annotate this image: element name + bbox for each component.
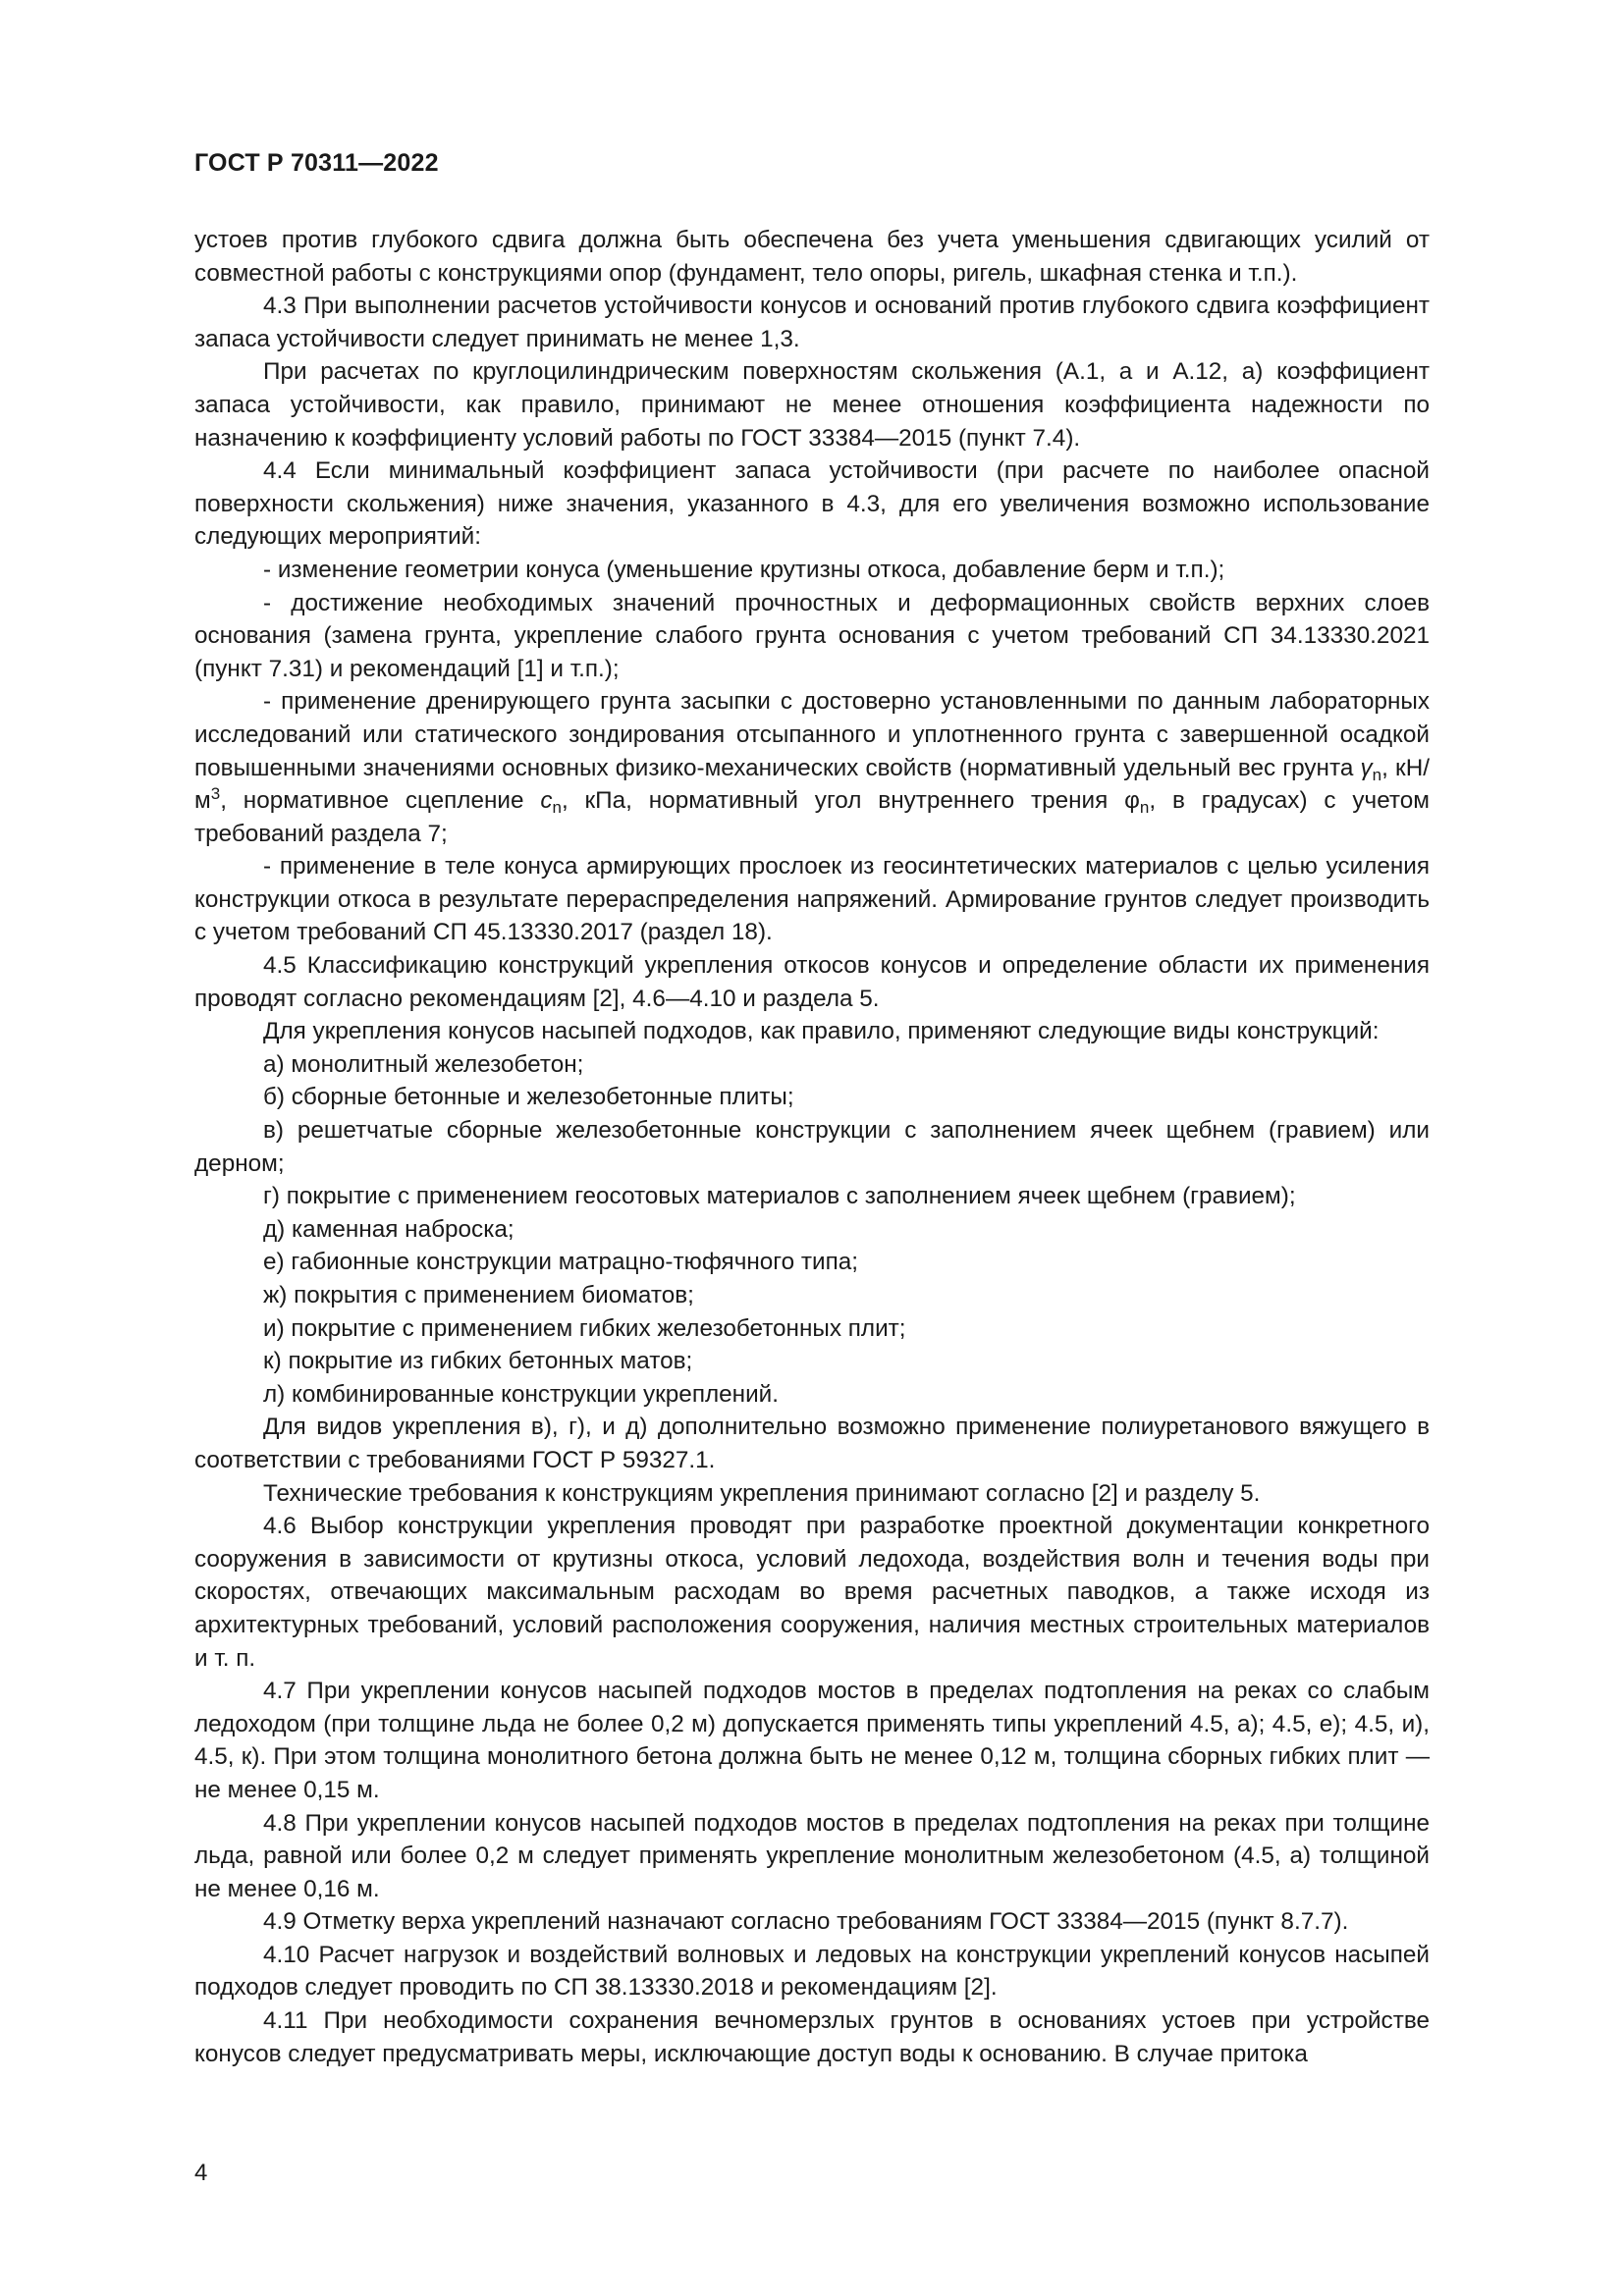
subscript: n bbox=[552, 798, 562, 818]
subscript: n bbox=[1372, 765, 1382, 784]
list-item: к) покрытие из гибких бетонных матов; bbox=[263, 1348, 693, 1375]
paragraph-4-7: 4.7 При укреплении конусов насыпей подходов мостов в пределах подтопления на реках со слабым ледоходом (при толщине льда не более 0,2 м) допускается применять типы укреплений 4.5, а); 4.5, е); 4.5, и), 4.5, к). При этом толщина монолитного бетона должна быть не менее 0,12 м, толщина сборных гибких плит — не менее 0,15 м. bbox=[194, 1678, 1430, 1803]
list-item: и) покрытие с применением гибких железобетонных плит; bbox=[263, 1314, 906, 1342]
list-item: д) каменная наброска; bbox=[263, 1215, 514, 1243]
document-header: ГОСТ Р 70311—2022 bbox=[194, 149, 439, 177]
paragraph-4-5: 4.5 Классификацию конструкций укрепления откосов конусов и определение области их применения проводят согласно рекомендациям [2], 4.6—4.10 и раздела 5. bbox=[194, 952, 1430, 1012]
text-run: , нормативное сцепление bbox=[220, 787, 541, 815]
paragraph-4-3-note: При расчетах по круглоцилиндрическим поверхностям скольжения (А.1, а и А.12, а) коэффициент запаса устойчивости, как правило, принимают не менее отношения коэффициента надежности по назначению к коэффициенту условий работы по ГОСТ 33384—2015 (пункт 7.4). bbox=[194, 358, 1430, 452]
paragraph-4-10: 4.10 Расчет нагрузок и воздействий волновых и ледовых на конструкции укреплений конусов насыпей подходов следует проводить по СП 38.13330.2018 и рекомендациям [2]. bbox=[194, 1941, 1430, 2002]
paragraph-polyurethane: Для видов укрепления в), г), и д) дополнительно возможно применение полиуретанового вяжущего в соответствии с требованиями ГОСТ Р 59327.1. bbox=[194, 1414, 1430, 1473]
list-item: а) монолитный железобетон; bbox=[263, 1050, 584, 1078]
measure-item-drainage-soil bbox=[194, 685, 1430, 850]
paragraph-technical-requirements: Технические требования к конструкциям укрепления принимают согласно [2] и разделу 5. bbox=[263, 1479, 1261, 1507]
list-item: г) покрытие с применением геосотовых материалов с заполнением ячеек щебнем (гравием); bbox=[263, 1183, 1296, 1210]
measure-item-geosynthetics: - применение в теле конуса армирующих прослоек из геосинтетических материалов с целью усиления конструкции откоса в результате перераспределения напряжений. Армирование грунтов следует производить с учетом требований СП 45.13330.2017 (раздел 18). bbox=[194, 853, 1430, 946]
list-item: л) комбинированные конструкции укреплений. bbox=[263, 1380, 779, 1408]
list-item: е) габионные конструкции матрацно-тюфячного типа; bbox=[263, 1249, 858, 1276]
measure-item-geometry: - изменение геометрии конуса (уменьшение крутизны откоса, добавление берм и т.п.); bbox=[263, 556, 1225, 583]
paragraph-4-5-types-intro: Для укрепления конусов насыпей подходов, как правило, применяют следующие виды конструкций: bbox=[263, 1018, 1380, 1045]
text-run: , в градусах) с учетом требований раздела 7; bbox=[194, 787, 1430, 847]
document-body bbox=[194, 224, 1430, 2070]
gamma-symbol: γ bbox=[1360, 754, 1373, 781]
measure-item-soil-properties: - достижение необходимых значений прочностных и деформационных свойств верхних слоев основания (замена грунта, укрепление слабого грунта основания с учетом требований СП 34.13330.2021 (пункт 7.31) и рекомендаций [1] и т.п.); bbox=[194, 589, 1430, 682]
cohesion-symbol: c bbox=[540, 787, 553, 815]
text-run: - применение дренирующего грунта засыпки с достоверно установленными по данным лабораторных исследований или статического зондирования отсыпанного и уплотненного грунта с завершенной осадкой повышенными значениями основных физико-механических свойств (нормативный удельный вес грунта bbox=[194, 688, 1430, 781]
list-item: в) решетчатые сборные железобетонные конструкции с заполнением ячеек щебнем (гравием) или дерном; bbox=[194, 1117, 1430, 1177]
list-item: б) сборные бетонные и железобетонные плиты; bbox=[263, 1084, 794, 1111]
paragraph-4-8: 4.8 При укреплении конусов насыпей подходов мостов в пределах подтопления на реках при толщине льда, равной или более 0,2 м следует применять укрепление монолитным железобетоном (4.5, а) толщиной не менее 0,16 м. bbox=[194, 1809, 1430, 1902]
text-run: , кПа, нормативный угол внутреннего трения φ bbox=[561, 787, 1140, 815]
paragraph-4-9: 4.9 Отметку верха укреплений назначают согласно требованиям ГОСТ 33384—2015 (пункт 8.7.7). bbox=[263, 1908, 1349, 1936]
paragraph-4-3: 4.3 При выполнении расчетов устойчивости конусов и оснований против глубокого сдвига коэффициент запаса устойчивости следует принимать не менее 1,3. bbox=[194, 293, 1430, 352]
paragraph-continuation: устоев против глубокого сдвига должна быть обеспечена без учета уменьшения сдвигающих усилий от совместной работы с конструкциями опор (фундамент, тело опоры, ригель, шкафная стенка и т.п.). bbox=[194, 227, 1430, 287]
subscript: n bbox=[1139, 798, 1150, 818]
paragraph-4-4: 4.4 Если минимальный коэффициент запаса устойчивости (при расчете по наиболее опасной поверхности скольжения) ниже значения, указанного в 4.3, для его увеличения возможно использование следующих мероприятий: bbox=[194, 457, 1430, 551]
paragraph-4-6: 4.6 Выбор конструкции укрепления проводят при разработке проектной документации конкретного сооружения в зависимости от крутизны откоса, условий ледохода, воздействия волн и течения воды при скоростях, отвечающих максимальным расходам во время расчетных паводков, а также исходя из архитектурных требований, условий расположения сооружения, наличия местных строительных материалов и т. п. bbox=[194, 1513, 1430, 1672]
page-number: 4 bbox=[194, 2160, 208, 2186]
list-item: ж) покрытия с применением биоматов; bbox=[263, 1282, 694, 1308]
paragraph-4-11: 4.11 При необходимости сохранения вечномерзлых грунтов в основаниях устоев при устройстве конусов следует предусматривать меры, исключающие доступ воды к основанию. В случае притока bbox=[194, 2007, 1430, 2067]
superscript: 3 bbox=[210, 784, 221, 804]
text-run: , кН/м bbox=[194, 754, 1430, 815]
